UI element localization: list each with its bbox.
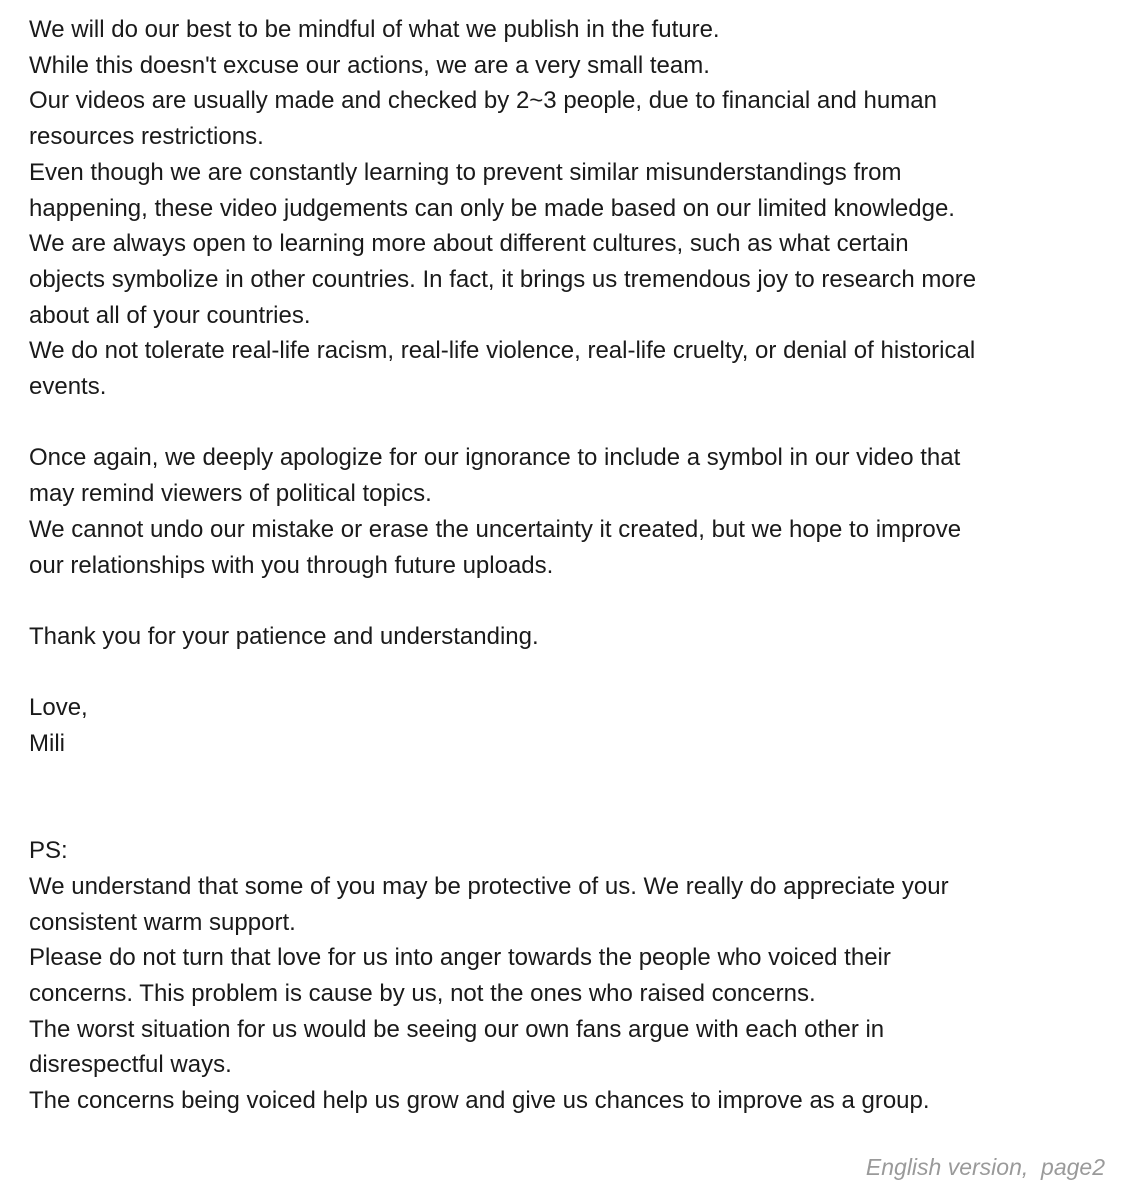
text-line: The concerns being voiced help us grow and give us chances to improve as a group.	[29, 1087, 930, 1115]
document-body	[29, 12, 1104, 1119]
text-line: We cannot undo our mistake or erase the uncertainty it created, but we hope to improve	[29, 515, 962, 543]
text-line: consistent warm support.	[29, 908, 296, 936]
text-line: We are always open to learning more about different cultures, such as what certain	[29, 230, 909, 258]
sign-off: Love,	[29, 694, 88, 722]
text-line: happening, these video judgements can only be made based on our limited knowledge.	[29, 194, 955, 222]
text-line: Even though we are constantly learning to prevent similar misunderstandings from	[29, 158, 902, 186]
signature-name: Mili	[29, 730, 65, 758]
text-line: events.	[29, 373, 107, 401]
text-line: While this doesn't excuse our actions, we are a very small team.	[29, 51, 710, 79]
text-line: Please do not turn that love for us into anger towards the people who voiced their	[29, 944, 891, 972]
paragraph-gap	[29, 583, 1104, 619]
page-footer: English version, page2	[865, 1154, 1105, 1180]
text-line: We understand that some of you may be protective of us. We really do appreciate your	[29, 872, 949, 900]
paragraph-gap	[29, 655, 1104, 691]
text-line: The worst situation for us would be seeing our own fans argue with each other in	[29, 1015, 885, 1043]
text-line: disrespectful ways.	[29, 1051, 232, 1079]
text-line: concerns. This problem is cause by us, not the ones who raised concerns.	[29, 979, 816, 1007]
text-line: Once again, we deeply apologize for our ignorance to include a symbol in our video that	[29, 444, 961, 472]
closing-thanks: Thank you for your patience and understanding.	[29, 622, 539, 650]
text-line: Our videos are usually made and checked by 2~3 people, due to financial and human	[29, 87, 937, 115]
text-line: We will do our best to be mindful of what we publish in the future.	[29, 16, 720, 43]
ps-heading: PS:	[29, 837, 68, 865]
paragraph-gap	[29, 797, 1104, 833]
text-line: may remind viewers of political topics.	[29, 480, 432, 508]
text-line: objects symbolize in other countries. In fact, it brings us tremendous joy to research more	[29, 265, 977, 293]
paragraph-gap	[29, 762, 1104, 798]
text-line: resources restrictions.	[29, 123, 264, 151]
text-line: about all of your countries.	[29, 301, 311, 329]
paragraph-gap	[29, 405, 1104, 441]
text-line: We do not tolerate real-life racism, real-life violence, real-life cruelty, or denial of historical	[29, 337, 976, 365]
text-line: our relationships with you through future uploads.	[29, 551, 554, 579]
